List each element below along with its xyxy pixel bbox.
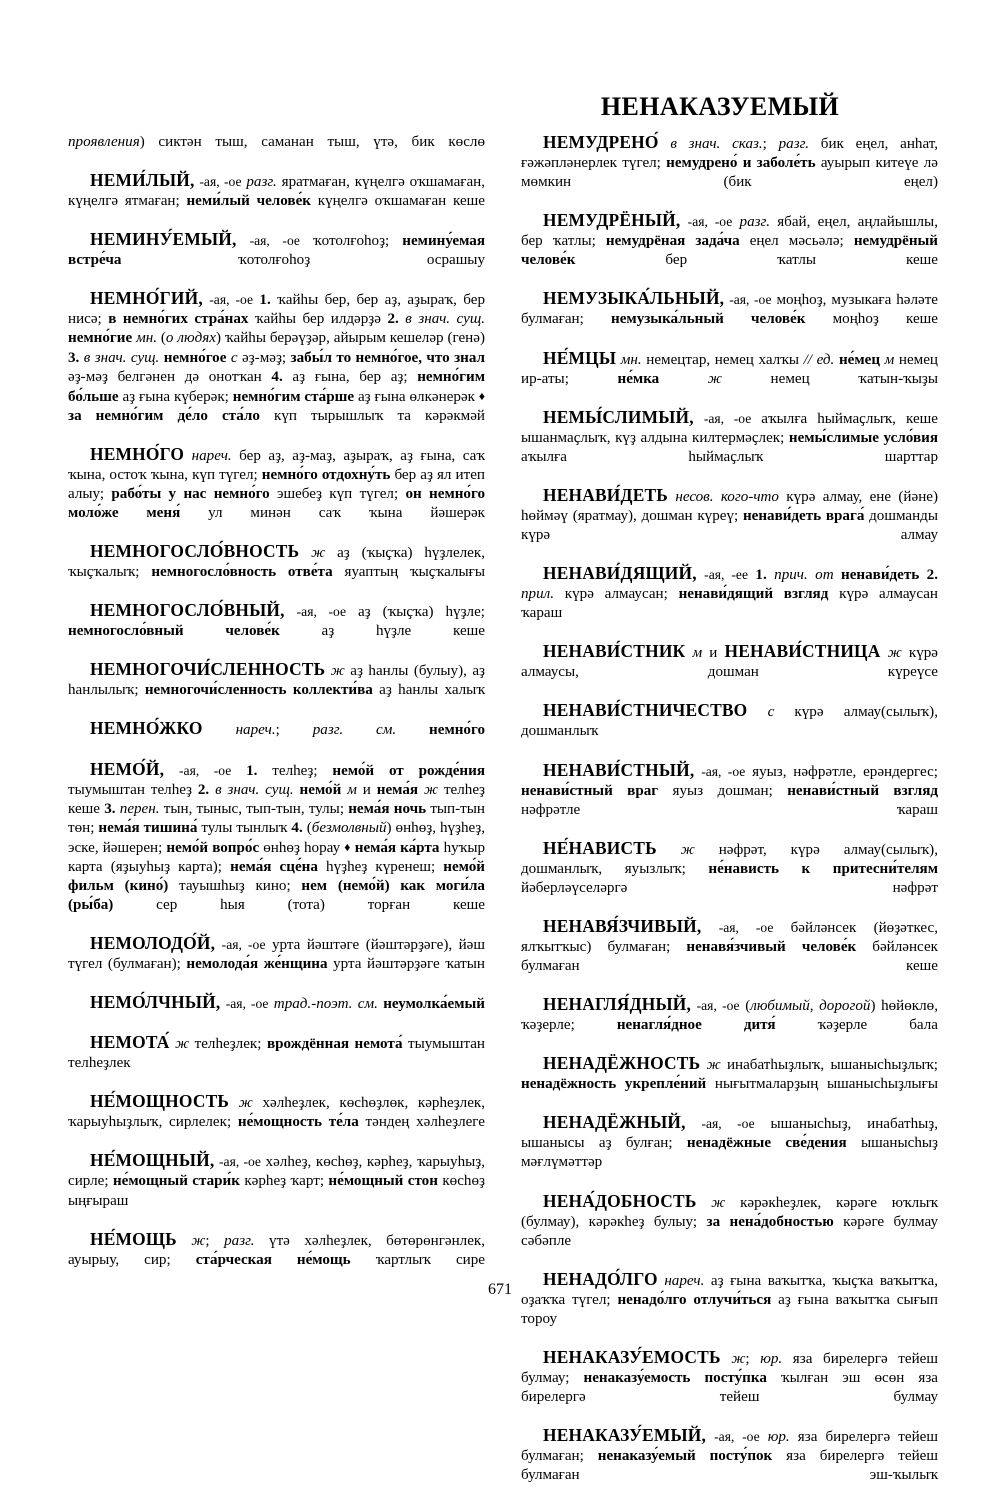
running-head: НЕНАКАЗУЕМЫЙ [600, 92, 840, 121]
page-number: 671 [488, 1281, 512, 1298]
left-column: проявления) сиктән тыш, саманан тыш, үтә, бик көслө НЕМИ́ЛЫЙ, -ая, -ое разг. яратмаған, күңелгә оҡшамаған, күңелгә ятмаған; неми́лый челове́к күңелгә оҡшамаған кеше НЕМИНУ́ЕМЫЙ, -ая, -ое ҡотолғоһоҙ; немину́емая встре́ча ҡотолғоһоҙ осрашыу НЕМНО́ГИЙ, -ая, -ое 1. ҡайһы бер, бер аҙ, аҙыраҡ, бер нисә; в немно́гих стра́нах ҡайһы бер илдәрҙә 2. в знач. сущ. немно́гие мн. (о людях) ҡайһы берәүҙәр, айырым кешеләр (генә) 3. в знач. сущ. немно́гое с әҙ-мәҙ; забы́л то немно́гое, что знал әҙ-мәҙ белгәнен дә онотҡан 4. аҙ ғына, бер аҙ; немно́гим бо́льше аҙ ғына күберәк; немно́гим ста́рше аҙ ғына өлкәнерәк ♦ за немно́гим де́ло ста́ло күп тырышлыҡ та кәрәкмәй НЕМНО́ГО нареч. бер аҙ, аҙ-маҙ, аҙыраҡ, аҙ ғына, саҡ ҡына, остоҡ ҡына, күп түгел; немно́го отдохну́ть бер аҙ ял итеп алыу; рабо́ты у нас немно́го эшебеҙ күп түгел; он немно́го моло́же меня́ ул минән саҡ ҡына йәшерәк НЕМНОГОСЛО́ВНОСТЬ ж аҙ (ҡыҫҡа) һүҙлелек, ҡыҫҡалыҡ; немногосло́вность отве́та яуаптың ҡыҫҡалығы НЕМНОГОСЛО́ВНЫЙ, -ая, -ое аҙ (ҡыҫҡа) һүҙле; немногосло́вный челове́к аҙ һүҙле кеше НЕМНОГОЧИ́СЛЕННОСТЬ ж аҙ һанлы (булыу), аҙ һанлылыҡ; немногочи́сленность коллекти́ва аҙ һанлы халыҡ НЕМНО́ЖКО нареч.; разг. см. немно́го НЕМО́Й, -ая, -ое 1. телһеҙ; немо́й от рожде́ния тыумыштан телһеҙ 2. в знач. сущ. немо́й м и нема́я ж телһеҙ кеше 3. перен. тын, тыныс, тып-тын, тулы; нема́я ночь тып-тын төн; нема́я тишина́ тулы тынлыҡ 4. (безмолвный) өнһөҙ, һүҙһеҙ, эске, йәшерен; немо́й вопро́с өнһөҙ һорау ♦ нема́я ка́рта һуҡыр карта (яҙыуһыҙ карта); нема́я сце́на һүҙһеҙ күренеш; немо́й фильм (кино́) тауышһыҙ кино; нем (немо́й) как моги́ла (ры́ба) сер һыя (тота) торған кеше НЕМОЛОДО́Й, -ая, -ое урта йәштәге (йәштәрҙәге), йәш түгел (булмаған); немолода́я же́нщина урта йәштәрҙәге ҡатын НЕМО́ЛЧНЫЙ, -ая, -ое трад.-поэт. см. неумолка́емый НЕМОТА́ ж телһеҙлек; врождённая немота́ тыумыштан телһеҙлек НЕ́МОЩНОСТЬ ж хәлһеҙлек, көсһөҙлөк, кәрһеҙлек, ҡарыуһыҙлыҡ, сирлелек; не́мощность те́ла тәндең хәлһеҙлеге НЕ́МОЩНЫЙ, -ая, -ое хәлһеҙ, көсһөҙ, кәрһеҙ, ҡарыуһыҙ, сирле; не́мощный стари́к кәрһеҙ ҡарт; не́мощный стон көсһөҙ ыңғыраш НЕ́МОЩЬ ж; разг. үтә хәлһеҙлек, бөтөрөнгәнлек, ауырыу, сир; ста́рческая не́мощь ҡартлыҡ сире [68, 134, 486, 1268]
right-column: НЕМУДРЕНО́ в знач. сказ.; разг. бик еңел, анһат, ғәжәпләнерлек түгел; немудрено́ и заболе́ть ауырып китеүе лә мөмкин (бик еңел) НЕМУДРЁНЫЙ, -ая, -ое разг. ябай, еңел, аңлайышлы, бер ҡатлы; немудрёная зада́ча еңел мәсьәлә; немудрёный челове́к бер ҡатлы кеше НЕМУЗЫКА́ЛЬНЫЙ, -ая, -ое моңһоҙ, музыкаға һәләте булмаған; немузыка́льный челове́к моңһоҙ кеше НЕ́МЦЫ мн. немецтар, немец халҡы // ед. не́мец м немец ир-аты; не́мка ж немец ҡатын-ҡыҙы НЕМЫ́СЛИМЫЙ, -ая, -ое аҡылға һыймаҫлыҡ, кеше ышанмаҫлыҡ, күҙ алдына килтермәҫлек; немы́слимые усло́вия аҡылға һыймаҫлыҡ шарттар НЕНАВИ́ДЕТЬ несов. кого-что күрә алмау, ене (йәне) һөймәү (яратмау), дошман күреү; ненави́деть врага́ дошманды күрә алмау НЕНАВИ́ДЯЩИЙ, -ая, -ее 1. прич. от ненави́деть 2. прил. күрә алмаусан; ненави́дящий взгляд күрә алмаусан ҡараш НЕНАВИ́СТНИК м и НЕНАВИ́СТНИЦА ж күрә алмаусы, дошман күреүсе НЕНАВИ́СТНИЧЕСТВО с күрә алмау(сылыҡ), дошманлыҡ НЕНАВИ́СТНЫЙ, -ая, -ое яуыз, нәфрәтле, ерәндергес; ненави́стный враг яуыз дошман; ненави́стный взгляд нәфрәтле ҡараш НЕ́НАВИСТЬ ж нәфрәт, күрә алмау(сылыҡ), дошманлыҡ, яуызлыҡ; не́нависть к притесни́телям йәберләүселәргә нәфрәт НЕНАВЯ́ЗЧИВЫЙ, -ая, -ое бәйләнсек (йөҙәткес, ялҡытҡыс) булмаған; ненавя́зчивый челове́к бәйләнсек булмаған кеше НЕНАГЛЯ́ДНЫЙ, -ая, -ое (любимый, дорогой) һөйөклө, ҡәҙерле; ненагля́дное дитя́ ҡәҙерле бала НЕНАДЁЖНОСТЬ ж инабатһыҙлыҡ, ышанысһыҙлыҡ; ненадёжность укрепле́ний нығытмаларҙың ышанысһыҙлығы НЕНАДЁЖНЫЙ, -ая, -ое ышанысһыҙ, инабатһыҙ, ышанысы аҙ булған; ненадёжные све́дения ышанысһыҙ мәғлүмәттәр НЕНА́ДОБНОСТЬ ж кәрәкһеҙлек, кәрәге юҡлыҡ (булмау), кәрәкһеҙ булыу; за нена́добностью кәрәге булмау сәбәпле НЕНАДО́ЛГО нареч. аҙ ғына ваҡытҡа, ҡыҫҡа ваҡытҡа, оҙаҡҡа түгел; ненадо́лго отлучи́ться аҙ ғына ваҡытҡа сығып тороу НЕНАКАЗУ́ЕМОСТЬ ж; юр. яза бирелергә тейеш булмау; ненаказу́емость посту́пка ҡылған эш өсөн яза бирелергә тейеш булмау НЕНАКАЗУ́ЕМЫЙ, -ая, -ое юр. яза бирелергә тейеш булмаған; ненаказу́емый посту́пок яза бирелергә тейеш булмаған эш-ҡылыҡ [521, 132, 939, 1484]
